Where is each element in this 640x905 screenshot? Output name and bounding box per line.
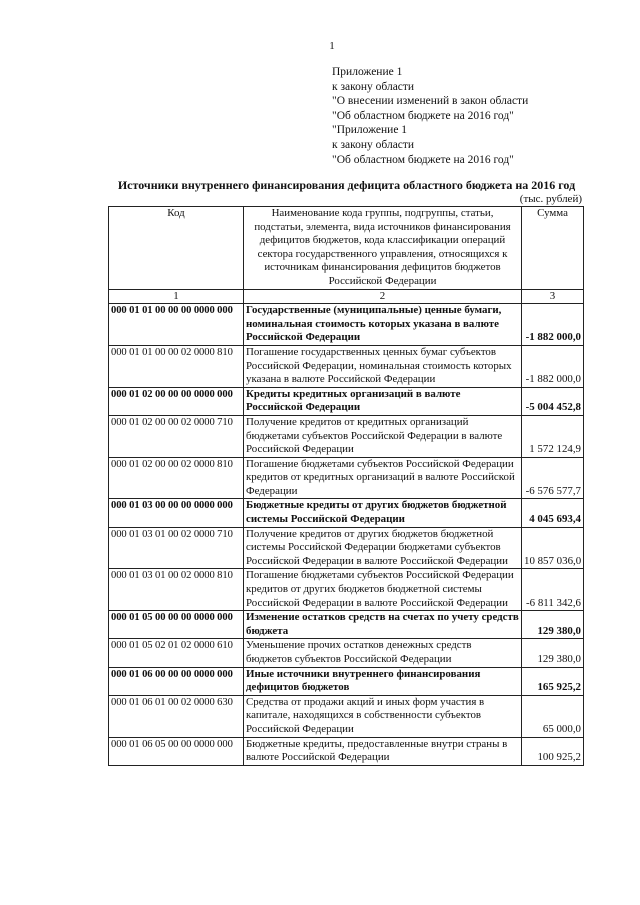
row-name: Получение кредитов от кредитных организаций бюджетами субъектов Российской Федерации в валюте Российской Федерации: [244, 415, 522, 457]
appendix-block: [332, 65, 528, 167]
row-code: 000 01 02 00 00 02 0000 810: [109, 457, 244, 499]
table-row: [109, 457, 584, 499]
header-code: Код: [109, 207, 244, 290]
appendix-line: "Об областном бюджете на 2016 год": [332, 109, 514, 122]
table-row: [109, 737, 584, 765]
row-name: Государственные (муниципальные) ценные бумаги, номинальная стоимость которых указана в валюте Российской Федерации: [244, 304, 522, 346]
row-code: 000 01 03 01 00 02 0000 810: [109, 569, 244, 611]
table-header-row: [109, 207, 584, 290]
appendix-line: Приложение 1: [332, 66, 403, 78]
appendix-line: "Приложение 1: [332, 124, 408, 137]
header-sum: Сумма: [522, 207, 584, 290]
units-label: (тыс. рублей): [519, 193, 582, 205]
row-code: 000 01 03 01 00 02 0000 710: [109, 527, 244, 569]
row-sum: 4 045 693,4: [522, 499, 584, 527]
row-code: 000 01 02 00 00 02 0000 710: [109, 415, 244, 457]
row-code: 000 01 06 01 00 02 0000 630: [109, 695, 244, 737]
table-row: [109, 387, 584, 415]
table-row: [109, 569, 584, 611]
appendix-line: "О внесении изменений в закон области: [332, 95, 529, 108]
row-name: Погашение государственных ценных бумаг субъектов Российской Федерации, номинальная стоимость которых указана в валюте Российской Федерации: [244, 345, 522, 387]
row-code: 000 01 06 00 00 00 0000 000: [109, 667, 244, 695]
row-code: 000 01 01 00 00 00 0000 000: [109, 304, 244, 346]
row-sum: 129 380,0: [522, 639, 584, 667]
table-row: [109, 695, 584, 737]
row-name: Средства от продажи акций и иных форм участия в капитале, находящихся в собственности субъектов Российской Федерации: [244, 695, 522, 737]
row-code: 000 01 05 02 01 02 0000 610: [109, 639, 244, 667]
table-body: [109, 304, 584, 766]
row-name: Иные источники внутреннего финансирования дефицитов бюджетов: [244, 667, 522, 695]
appendix-line: к закону области: [332, 80, 415, 93]
table-row: [109, 304, 584, 346]
funding-sources-table: [108, 206, 584, 766]
row-name: Бюджетные кредиты, предоставленные внутри страны в валюте Российской Федерации: [244, 737, 522, 765]
column-number: 3: [522, 289, 584, 304]
column-number-row: [109, 289, 584, 304]
row-sum: 10 857 036,0: [522, 527, 584, 569]
row-name: Кредиты кредитных организаций в валюте Российской Федерации: [244, 387, 522, 415]
row-sum: 129 380,0: [522, 611, 584, 639]
column-number: 1: [109, 289, 244, 304]
table-row: [109, 499, 584, 527]
row-name: Изменение остатков средств на счетах по учету средств бюджета: [244, 611, 522, 639]
row-code: 000 01 01 00 00 02 0000 810: [109, 345, 244, 387]
row-sum: 100 925,2: [522, 737, 584, 765]
row-name: Получение кредитов от других бюджетов бюджетной системы Российской Федерации бюджетами субъектов Российской Федерации в валюте Российской Федерации: [244, 527, 522, 569]
row-name: Бюджетные кредиты от других бюджетов бюджетной системы Российской Федерации: [244, 499, 522, 527]
row-code: 000 01 06 05 00 00 0000 000: [109, 737, 244, 765]
row-code: 000 01 03 00 00 00 0000 000: [109, 499, 244, 527]
row-sum: 65 000,0: [522, 695, 584, 737]
appendix-line: "Об областном бюджете на 2016 год": [332, 153, 514, 166]
column-number: 2: [244, 289, 522, 304]
page-number: 1: [329, 40, 335, 52]
row-name: Погашение бюджетами субъектов Российской Федерации кредитов от кредитных организаций в валюте Российской Федерации: [244, 457, 522, 499]
table-row: [109, 527, 584, 569]
row-sum: 1 572 124,9: [522, 415, 584, 457]
row-name: Уменьшение прочих остатков денежных средств бюджетов субъектов Российской Федерации: [244, 639, 522, 667]
table-row: [109, 611, 584, 639]
row-sum: -6 811 342,6: [522, 569, 584, 611]
table-row: [109, 667, 584, 695]
header-name: Наименование кода группы, подгруппы, статьи, подстатьи, элемента, вида источников финансирования дефицитов бюджетов, кода классификации операций сектора государственного управления, относящихся к источникам финансирования дефицитов бюджетов Российской Федерации: [244, 207, 522, 290]
table-row: [109, 415, 584, 457]
row-sum: -1 882 000,0: [522, 304, 584, 346]
appendix-line: к закону области: [332, 138, 415, 151]
table-row: [109, 639, 584, 667]
row-code: 000 01 02 00 00 00 0000 000: [109, 387, 244, 415]
row-sum: -1 882 000,0: [522, 345, 584, 387]
row-name: Погашение бюджетами субъектов Российской Федерации кредитов от других бюджетов бюджетной системы Российской Федерации в валюте Российской Федерации: [244, 569, 522, 611]
document-title: Источники внутреннего финансирования дефицита областного бюджета на 2016 год: [117, 178, 576, 192]
row-sum: -5 004 452,8: [522, 387, 584, 415]
row-sum: -6 576 577,7: [522, 457, 584, 499]
table-row: [109, 345, 584, 387]
row-code: 000 01 05 00 00 00 0000 000: [109, 611, 244, 639]
row-sum: 165 925,2: [522, 667, 584, 695]
